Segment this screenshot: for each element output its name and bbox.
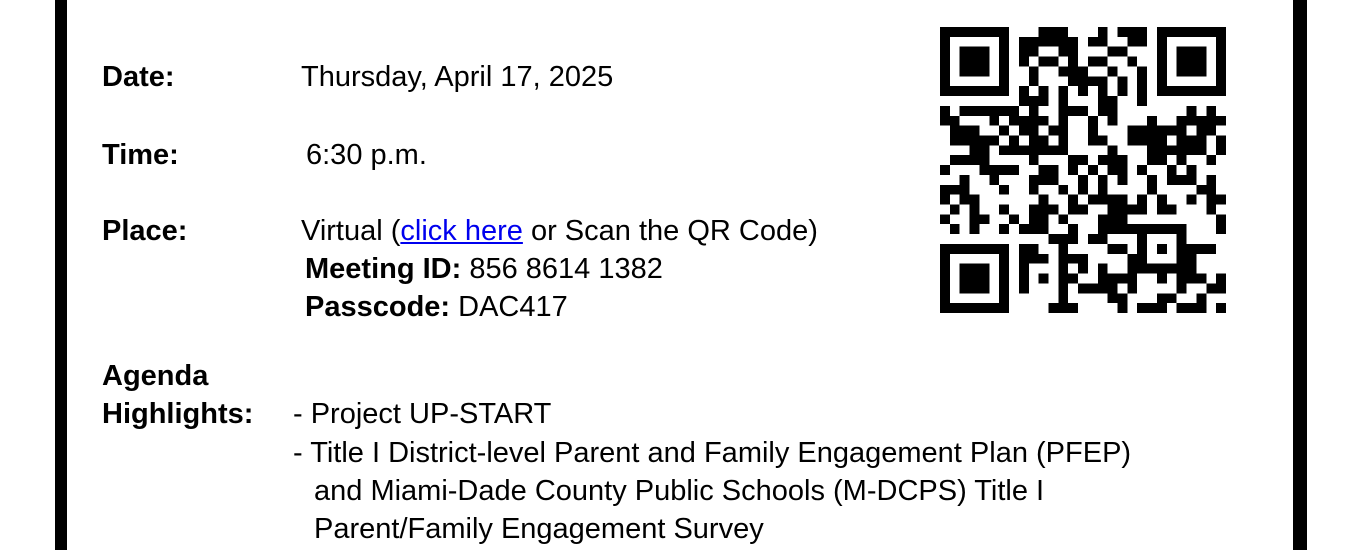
passcode-label: Passcode: (305, 291, 451, 323)
qr-code-icon[interactable] (940, 27, 1226, 313)
agenda-item-line: Parent/Family Engagement Survey (314, 513, 764, 545)
agenda-item-line: and Miami-Dade County Public Schools (M-DCPS) Title I (314, 475, 1045, 507)
right-frame-border (1293, 0, 1307, 550)
agenda-item-line: - Title I District-level Parent and Family Engagement Plan (PFEP) (293, 437, 1132, 469)
click-here-link[interactable]: click here (400, 215, 523, 247)
place-value (301, 212, 818, 250)
date-value: Thursday, April 17, 2025 (301, 61, 614, 93)
time-label: Time: (102, 139, 179, 171)
meeting-id-line (305, 250, 663, 288)
time-value: 6:30 p.m. (306, 139, 427, 171)
meeting-id-label: Meeting ID: (305, 253, 462, 285)
passcode-line (305, 288, 568, 326)
agenda-item-project-upstart (293, 395, 551, 433)
agenda-item-title-one-pfep (293, 434, 1131, 548)
passcode-value: DAC417 (450, 291, 568, 323)
place-suffix: or Scan the QR Code) (522, 215, 818, 247)
left-frame-border (55, 0, 67, 550)
agenda-item-line: - Project UP-START (293, 398, 552, 430)
agenda-label-line1: Agenda (102, 360, 209, 392)
date-label: Date: (102, 61, 175, 93)
meeting-id-value: 856 8614 1382 (461, 253, 663, 285)
agenda-label-line2: Highlights: (102, 398, 254, 430)
place-prefix: Virtual ( (301, 215, 401, 247)
place-label: Place: (102, 215, 188, 247)
